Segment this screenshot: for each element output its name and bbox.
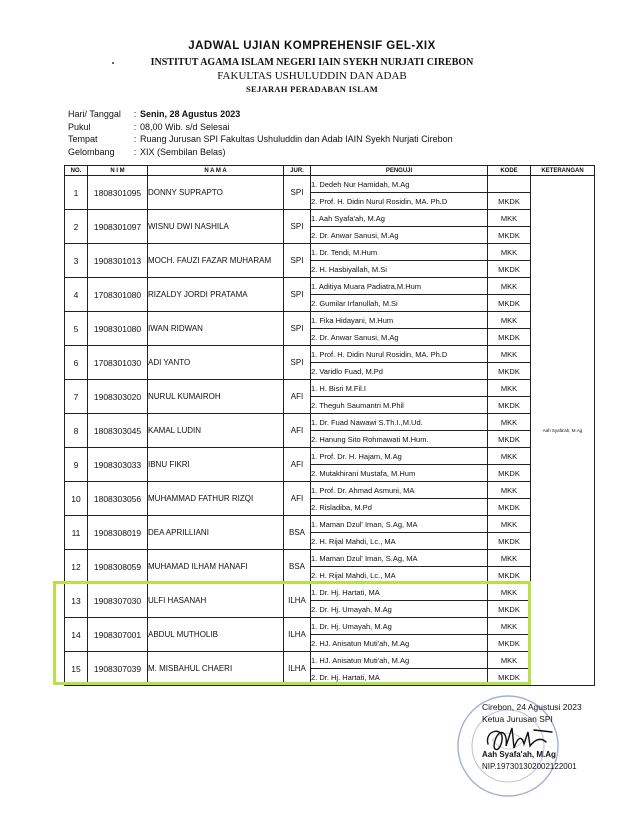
- student-nim: 1908308059: [88, 550, 148, 584]
- handwritten-signature: [482, 722, 562, 756]
- row-number: 11: [65, 516, 88, 550]
- student-major: SPI: [284, 210, 311, 244]
- course-code-2: MKDK: [488, 635, 531, 652]
- table-header-row: [65, 166, 595, 176]
- student-name: DONNY SUPRAPTO: [148, 176, 284, 210]
- course-code-1: MKK: [488, 584, 531, 601]
- course-code-2: MKDK: [488, 227, 531, 244]
- sign-nip: NIP.197301302002122001: [482, 762, 577, 771]
- table-row: [65, 516, 595, 533]
- course-code-1: MKK: [488, 482, 531, 499]
- examiner-1: 1. Aditiya Muara Padiatra,M.Hum: [311, 278, 488, 295]
- student-major: ILHA: [284, 584, 311, 618]
- sign-role: Ketua Jurusan SPI: [482, 714, 553, 724]
- student-nim: 1908303020: [88, 380, 148, 414]
- col-header-keterangan: KETERANGAN: [531, 166, 595, 176]
- institution-name: INSTITUT AGAMA ISLAM NEGERI IAIN SYEKH NURJATI CIREBON: [150, 57, 474, 68]
- examiner-2: 2. H. Rijal Mahdi, Lc., MA: [311, 533, 488, 550]
- examiner-2: 2. Varidlo Fuad, M.Pd: [311, 363, 488, 380]
- course-code-2: MKDK: [488, 363, 531, 380]
- examiner-1: 1. Fika Hidayani, M.Hum: [311, 312, 488, 329]
- student-major: ILHA: [284, 652, 311, 686]
- student-nim: 1708301030: [88, 346, 148, 380]
- info-label: Pukul: [68, 121, 91, 132]
- student-major: AFI: [284, 414, 311, 448]
- examiner-2: 2. Dr. Anwar Sanusi, M.Ag: [311, 329, 488, 346]
- examiner-1: 1. Dr. Hj. Umayah, M.Ag: [311, 618, 488, 635]
- examiner-2: 2. Hanung Sito Rohmawati M.Hum.: [311, 431, 488, 448]
- table-row: [65, 380, 595, 397]
- student-nim: 1908301097: [88, 210, 148, 244]
- course-code-2: MKDK: [488, 431, 531, 448]
- student-major: SPI: [284, 176, 311, 210]
- table-row: [65, 550, 595, 567]
- student-nim: 1908307001: [88, 618, 148, 652]
- sign-name: Aah Syafa'ah, M.Ag: [482, 750, 556, 759]
- student-name: MUHAMAD ILHAM HANAFI: [148, 550, 284, 584]
- exam-info: [68, 108, 453, 158]
- examiner-1: 1. Dedeh Nur Hamidah, M.Ag: [311, 176, 488, 193]
- examiner-2: 2. HJ. Anisatun Muti'ah, M.Ag: [311, 635, 488, 652]
- info-row-date: Hari/ Tanggal : Senin, 28 Agustus 2023: [68, 109, 241, 119]
- student-name: KAMAL LUDIN: [148, 414, 284, 448]
- course-code-1: MKK: [488, 312, 531, 329]
- student-major: ILHA: [284, 618, 311, 652]
- table-row: [65, 210, 595, 227]
- course-code-1: MKK: [488, 652, 531, 669]
- student-nim: 1908308019: [88, 516, 148, 550]
- examiner-2: 2. Dr. Hj. Hartati, MA: [311, 669, 488, 686]
- document-title: JADWAL UJIAN KOMPREHENSIF GEL-XIX: [188, 40, 436, 52]
- student-major: AFI: [284, 448, 311, 482]
- row-number: 13: [65, 584, 88, 618]
- student-nim: 1908307030: [88, 584, 148, 618]
- info-value: Ruang Jurusan SPI Fakultas Ushuluddin dan Adab IAIN Syekh Nurjati Cirebon: [140, 134, 453, 145]
- highlight-box: [53, 581, 531, 685]
- student-nim: 1908301080: [88, 312, 148, 346]
- student-name: WISNU DWI NASHILA: [148, 210, 284, 244]
- course-code-2: MKDK: [488, 465, 531, 482]
- row-number: 4: [65, 278, 88, 312]
- examiner-2: 2. Gumilar Irfanullah, M.Si: [311, 295, 488, 312]
- student-nim: 1908303033: [88, 448, 148, 482]
- examiner-2: 2. H. Hasbiyallah, M.Si: [311, 261, 488, 278]
- col-header-nim: N I M: [88, 166, 148, 176]
- row-number: 14: [65, 618, 88, 652]
- examiner-2: 2. Risladiba, M.Pd: [311, 499, 488, 516]
- table-row: [65, 312, 595, 329]
- student-nim: 1908307039: [88, 652, 148, 686]
- course-code-1: MKK: [488, 278, 531, 295]
- student-nim: 1808303056: [88, 482, 148, 516]
- examiner-1: 1. HJ. Anisatun Muti'ah, M.Ag: [311, 652, 488, 669]
- student-name: MUHAMMAD FATHUR RIZQI: [148, 482, 284, 516]
- keterangan-cell: Aah Syafa'ah, M.Ag: [531, 176, 595, 686]
- examiner-1: 1. H. Bisri M.Fil.I: [311, 380, 488, 397]
- col-header-nama: N A M A: [148, 166, 284, 176]
- student-nim: 1808301095: [88, 176, 148, 210]
- course-code-1: MKK: [488, 448, 531, 465]
- student-name: ADI YANTO: [148, 346, 284, 380]
- examiner-1: 1. Prof. Dr. Ahmad Asmuni, MA: [311, 482, 488, 499]
- course-code-1: MKK: [488, 618, 531, 635]
- course-code-1: MKK: [488, 346, 531, 363]
- student-name: IWAN RIDWAN: [148, 312, 284, 346]
- course-code-2: MKDK: [488, 295, 531, 312]
- student-nim: 1908301013: [88, 244, 148, 278]
- row-number: 12: [65, 550, 88, 584]
- info-label: Gelombang: [68, 146, 115, 157]
- course-code-2: MKDK: [488, 499, 531, 516]
- info-row-wave: Gelombang : XIX (Sembilan Belas): [68, 146, 226, 157]
- examiner-1: 1. Aah Syafa'ah, M.Ag: [311, 210, 488, 227]
- examiner-2: 2. Dr. Anwar Sanusi, M.Ag: [311, 227, 488, 244]
- row-number: 6: [65, 346, 88, 380]
- info-value: Senin, 28 Agustus 2023: [140, 109, 241, 119]
- department-name: SEJARAH PERADABAN ISLAM: [245, 84, 379, 94]
- student-major: SPI: [284, 278, 311, 312]
- course-code-1: [488, 176, 531, 193]
- examiner-2: 2. Theguh Saumantri M.Phil: [311, 397, 488, 414]
- student-name: RIZALDY JORDI PRATAMA: [148, 278, 284, 312]
- student-major: SPI: [284, 346, 311, 380]
- info-value: XIX (Sembilan Belas): [140, 146, 226, 157]
- speck-mark: [112, 62, 114, 64]
- student-name: MOCH. FAUZI FAZAR MUHARAM: [148, 244, 284, 278]
- info-label: Tempat: [68, 134, 98, 145]
- examiner-1: 1. Maman Dzul' Iman, S.Ag, MA: [311, 516, 488, 533]
- examiner-1: 1. Maman Dzul' Iman, S.Ag, MA: [311, 550, 488, 567]
- table-row: [65, 414, 595, 431]
- sign-place-date: Cirebon, 24 Agustusi 2023: [482, 702, 582, 712]
- col-header-penguji: PENGUJI: [311, 166, 488, 176]
- student-major: AFI: [284, 380, 311, 414]
- examiner-2: 2. Prof. H. Didin Nurul Rosidin, MA. Ph.D: [311, 193, 488, 210]
- info-row-place: Tempat : Ruang Jurusan SPI Fakultas Ushuluddin dan Adab IAIN Syekh Nurjati Cirebon: [68, 134, 453, 145]
- course-code-2: MKDK: [488, 193, 531, 210]
- info-row-time: Pukul : 08,00 Wib. s/d Selesai: [68, 121, 230, 132]
- student-nim: 1808303045: [88, 414, 148, 448]
- student-major: BSA: [284, 516, 311, 550]
- row-number: 3: [65, 244, 88, 278]
- course-code-1: MKK: [488, 414, 531, 431]
- student-name: ULFI HASANAH: [148, 584, 284, 618]
- student-major: SPI: [284, 312, 311, 346]
- student-name: ABDUL MUTHOLIB: [148, 618, 284, 652]
- student-major: SPI: [284, 244, 311, 278]
- examiner-1: 1. Dr. Hj. Hartati, MA: [311, 584, 488, 601]
- course-code-2: MKDK: [488, 601, 531, 618]
- faculty-name: FAKULTAS USHULUDDIN DAN ADAB: [217, 70, 407, 82]
- table-row: [65, 244, 595, 261]
- student-major: AFI: [284, 482, 311, 516]
- course-code-2: MKDK: [488, 397, 531, 414]
- course-code-1: MKK: [488, 550, 531, 567]
- table-row: [65, 176, 595, 193]
- examiner-1: 1. Prof. H. Didin Nurul Rosidin, MA. Ph.D: [311, 346, 488, 363]
- row-number: 8: [65, 414, 88, 448]
- student-name: DEA APRILLIANI: [148, 516, 284, 550]
- info-value: 08,00 Wib. s/d Selesai: [140, 121, 230, 132]
- examiner-1: 1. Dr. Tendi, M.Hum: [311, 244, 488, 261]
- info-label: Hari/ Tanggal: [68, 109, 121, 119]
- row-number: 2: [65, 210, 88, 244]
- row-number: 7: [65, 380, 88, 414]
- table-row: [65, 482, 595, 499]
- student-nim: 1708301080: [88, 278, 148, 312]
- course-code-1: MKK: [488, 380, 531, 397]
- student-name: IBNU FIKRI: [148, 448, 284, 482]
- row-number: 1: [65, 176, 88, 210]
- examiner-2: 2. Mutakhirani Mustafa, M.Hum: [311, 465, 488, 482]
- row-number: 15: [65, 652, 88, 686]
- table-row: [65, 278, 595, 295]
- col-header-no: NO.: [65, 166, 88, 176]
- row-number: 9: [65, 448, 88, 482]
- examiner-1: 1. Prof. Dr. H. Hajam, M.Ag: [311, 448, 488, 465]
- row-number: 5: [65, 312, 88, 346]
- course-code-2: MKDK: [488, 533, 531, 550]
- course-code-2: MKDK: [488, 567, 531, 584]
- student-name: M. MISBAHUL CHAERI: [148, 652, 284, 686]
- examiner-1: 1. Dr. Fuad Nawawi S.Th.I.,M.Ud.: [311, 414, 488, 431]
- table-row: [65, 448, 595, 465]
- course-code-2: MKDK: [488, 261, 531, 278]
- examiner-2: 2. H. Rijal Mahdi, Lc., MA: [311, 567, 488, 584]
- course-code-2: MKDK: [488, 669, 531, 686]
- course-code-1: MKK: [488, 244, 531, 261]
- student-name: NURUL KUMAIROH: [148, 380, 284, 414]
- course-code-1: MKK: [488, 516, 531, 533]
- course-code-2: MKDK: [488, 329, 531, 346]
- col-header-kode: KODE: [488, 166, 531, 176]
- table-row: [65, 346, 595, 363]
- row-number: 10: [65, 482, 88, 516]
- examiner-2: 2. Dr. Hj. Umayah, M.Ag: [311, 601, 488, 618]
- col-header-jur: JUR.: [284, 166, 311, 176]
- course-code-1: MKK: [488, 210, 531, 227]
- student-major: BSA: [284, 550, 311, 584]
